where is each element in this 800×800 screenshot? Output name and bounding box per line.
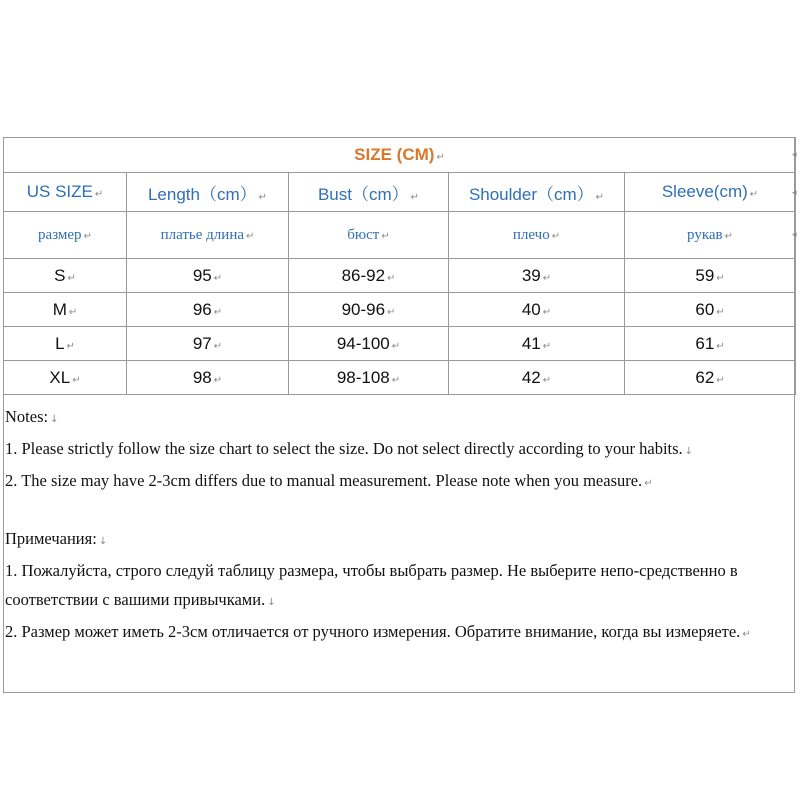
shoulder-value: 41 — [521, 333, 541, 353]
length-value: 96 — [192, 299, 212, 319]
return-mark-icon: ↵ — [644, 478, 653, 489]
return-mark-icon: ↵ — [542, 340, 552, 352]
length-value: 98 — [192, 367, 212, 387]
header-ru-cell — [127, 212, 289, 259]
table-cell — [127, 361, 289, 395]
line-break-mark-icon: ↓ — [267, 597, 276, 608]
header-ru-cell — [449, 212, 625, 259]
shoulder-value: 42 — [521, 367, 541, 387]
return-mark-icon: ↵ — [716, 374, 725, 386]
size-table — [3, 137, 796, 395]
header-ru-cell — [289, 212, 449, 259]
table-row — [4, 293, 796, 327]
line-break-mark-icon: ↓ — [684, 446, 694, 457]
table-cell — [625, 259, 796, 293]
return-mark-icon: ↵ — [83, 231, 92, 242]
header-bust: Bust（cm） — [317, 184, 409, 204]
line-break-mark-icon: ↓ — [98, 536, 108, 547]
table-cell — [449, 293, 625, 327]
table-cell — [4, 327, 127, 361]
return-mark-icon: ↵ — [213, 272, 223, 284]
return-mark-icon: ↵ — [436, 152, 445, 163]
table-row — [4, 259, 796, 293]
row-end-mark-icon: ◂ — [792, 150, 797, 160]
return-mark-icon: ↵ — [94, 189, 104, 200]
return-mark-icon: ↵ — [213, 306, 223, 318]
return-mark-icon: ↵ — [246, 231, 255, 242]
sleeve-value: 61 — [695, 333, 715, 353]
note-item: 1. Please strictly follow the size chart to select the size. Do not select directly according to your habits. ↓ — [5, 439, 694, 458]
size-label: L — [55, 333, 65, 353]
return-mark-icon: ↵ — [542, 306, 552, 318]
header-cell — [625, 173, 796, 212]
return-mark-icon: ↵ — [72, 374, 81, 386]
table-cell — [289, 361, 449, 395]
header-ru-shoulder: плечо — [512, 227, 550, 243]
return-mark-icon: ↵ — [410, 191, 420, 203]
bust-value: 86-92 — [341, 265, 386, 285]
return-mark-icon: ↵ — [381, 231, 390, 242]
header-shoulder: Shoulder（cm） — [468, 184, 594, 204]
bust-value: 98-108 — [336, 367, 390, 387]
return-mark-icon: ↵ — [716, 272, 725, 284]
header-ru-cell — [4, 212, 127, 259]
header-ru-size: размер — [38, 227, 82, 243]
row-end-mark-icon: ◂ — [792, 188, 797, 198]
table-title: SIZE (CM) — [354, 145, 435, 164]
size-label: M — [52, 299, 67, 319]
shoulder-value: 40 — [521, 299, 541, 319]
return-mark-icon: ↵ — [68, 306, 78, 318]
table-cell — [625, 327, 796, 361]
table-title-cell — [4, 138, 796, 173]
table-cell — [289, 259, 449, 293]
return-mark-icon: ↵ — [542, 272, 552, 284]
notes-block — [5, 402, 795, 649]
header-cell — [449, 173, 625, 212]
header-length: Length（cm） — [147, 184, 257, 204]
header-us-size: US SIZE — [26, 182, 93, 201]
table-cell — [625, 361, 796, 395]
size-label: S — [54, 265, 66, 285]
table-cell — [127, 259, 289, 293]
table-cell — [289, 293, 449, 327]
table-cell — [127, 327, 289, 361]
table-row — [4, 361, 796, 395]
shoulder-value: 39 — [521, 265, 541, 285]
header-ru-bust: бюст — [347, 227, 380, 243]
line-break-mark-icon: ↓ — [50, 414, 59, 425]
table-cell — [289, 327, 449, 361]
return-mark-icon: ↵ — [716, 340, 725, 352]
return-mark-icon: ↵ — [542, 374, 552, 386]
table-cell — [4, 259, 127, 293]
return-mark-icon: ↵ — [595, 191, 605, 203]
notes-heading: Notes: ↓ — [5, 407, 59, 426]
header-cell — [4, 173, 127, 212]
return-mark-icon: ↵ — [213, 340, 223, 352]
return-mark-icon: ↵ — [391, 340, 401, 352]
header-cell — [127, 173, 289, 212]
table-cell — [449, 361, 625, 395]
return-mark-icon: ↵ — [387, 272, 396, 284]
note-item: 2. The size may have 2-3cm differs due to manual measurement. Please note when you measure. ↵ — [5, 471, 653, 490]
return-mark-icon: ↵ — [213, 374, 223, 386]
return-mark-icon: ↵ — [749, 189, 759, 200]
return-mark-icon: ↵ — [742, 629, 751, 640]
header-cell — [289, 173, 449, 212]
table-cell — [4, 361, 127, 395]
length-value: 95 — [192, 265, 212, 285]
return-mark-icon: ↵ — [551, 231, 561, 242]
return-mark-icon: ↵ — [387, 306, 396, 318]
sleeve-value: 59 — [695, 265, 715, 285]
table-cell — [4, 293, 127, 327]
header-ru-row — [4, 212, 796, 259]
table-cell — [449, 259, 625, 293]
return-mark-icon: ↵ — [724, 231, 734, 242]
return-mark-icon: ↵ — [716, 306, 725, 318]
table-title-row — [4, 138, 796, 173]
return-mark-icon: ↵ — [258, 191, 268, 203]
table-cell — [449, 327, 625, 361]
sleeve-value: 60 — [695, 299, 715, 319]
row-end-mark-icon: ◂ — [792, 230, 797, 240]
table-row — [4, 327, 796, 361]
sleeve-value: 62 — [695, 367, 715, 387]
notes-ru-heading: Примечания: ↓ — [5, 529, 108, 548]
return-mark-icon: ↵ — [67, 272, 76, 284]
bust-value: 94-100 — [336, 333, 390, 353]
header-ru-sleeve: рукав — [687, 227, 723, 243]
size-label: XL — [49, 367, 71, 387]
table-cell — [127, 293, 289, 327]
table-cell — [625, 293, 796, 327]
return-mark-icon: ↵ — [66, 340, 75, 352]
header-ru-length: платье длина — [160, 227, 245, 243]
note-ru-item: 1. Пожалуйста, строго следуй таблицу размера, чтобы выбрать размер. Не выберите непо-средственно в соответствии с вашими привычками. ↓ — [5, 561, 738, 609]
return-mark-icon: ↵ — [391, 374, 401, 386]
header-sleeve: Sleeve(cm) — [661, 182, 748, 201]
note-ru-item: 2. Размер может иметь 2-3см отличается от ручного измерения. Обратите внимание, когда вы измеряете. ↵ — [5, 622, 751, 641]
length-value: 97 — [192, 333, 212, 353]
header-row — [4, 173, 796, 212]
bust-value: 90-96 — [341, 299, 386, 319]
header-ru-cell — [625, 212, 796, 259]
